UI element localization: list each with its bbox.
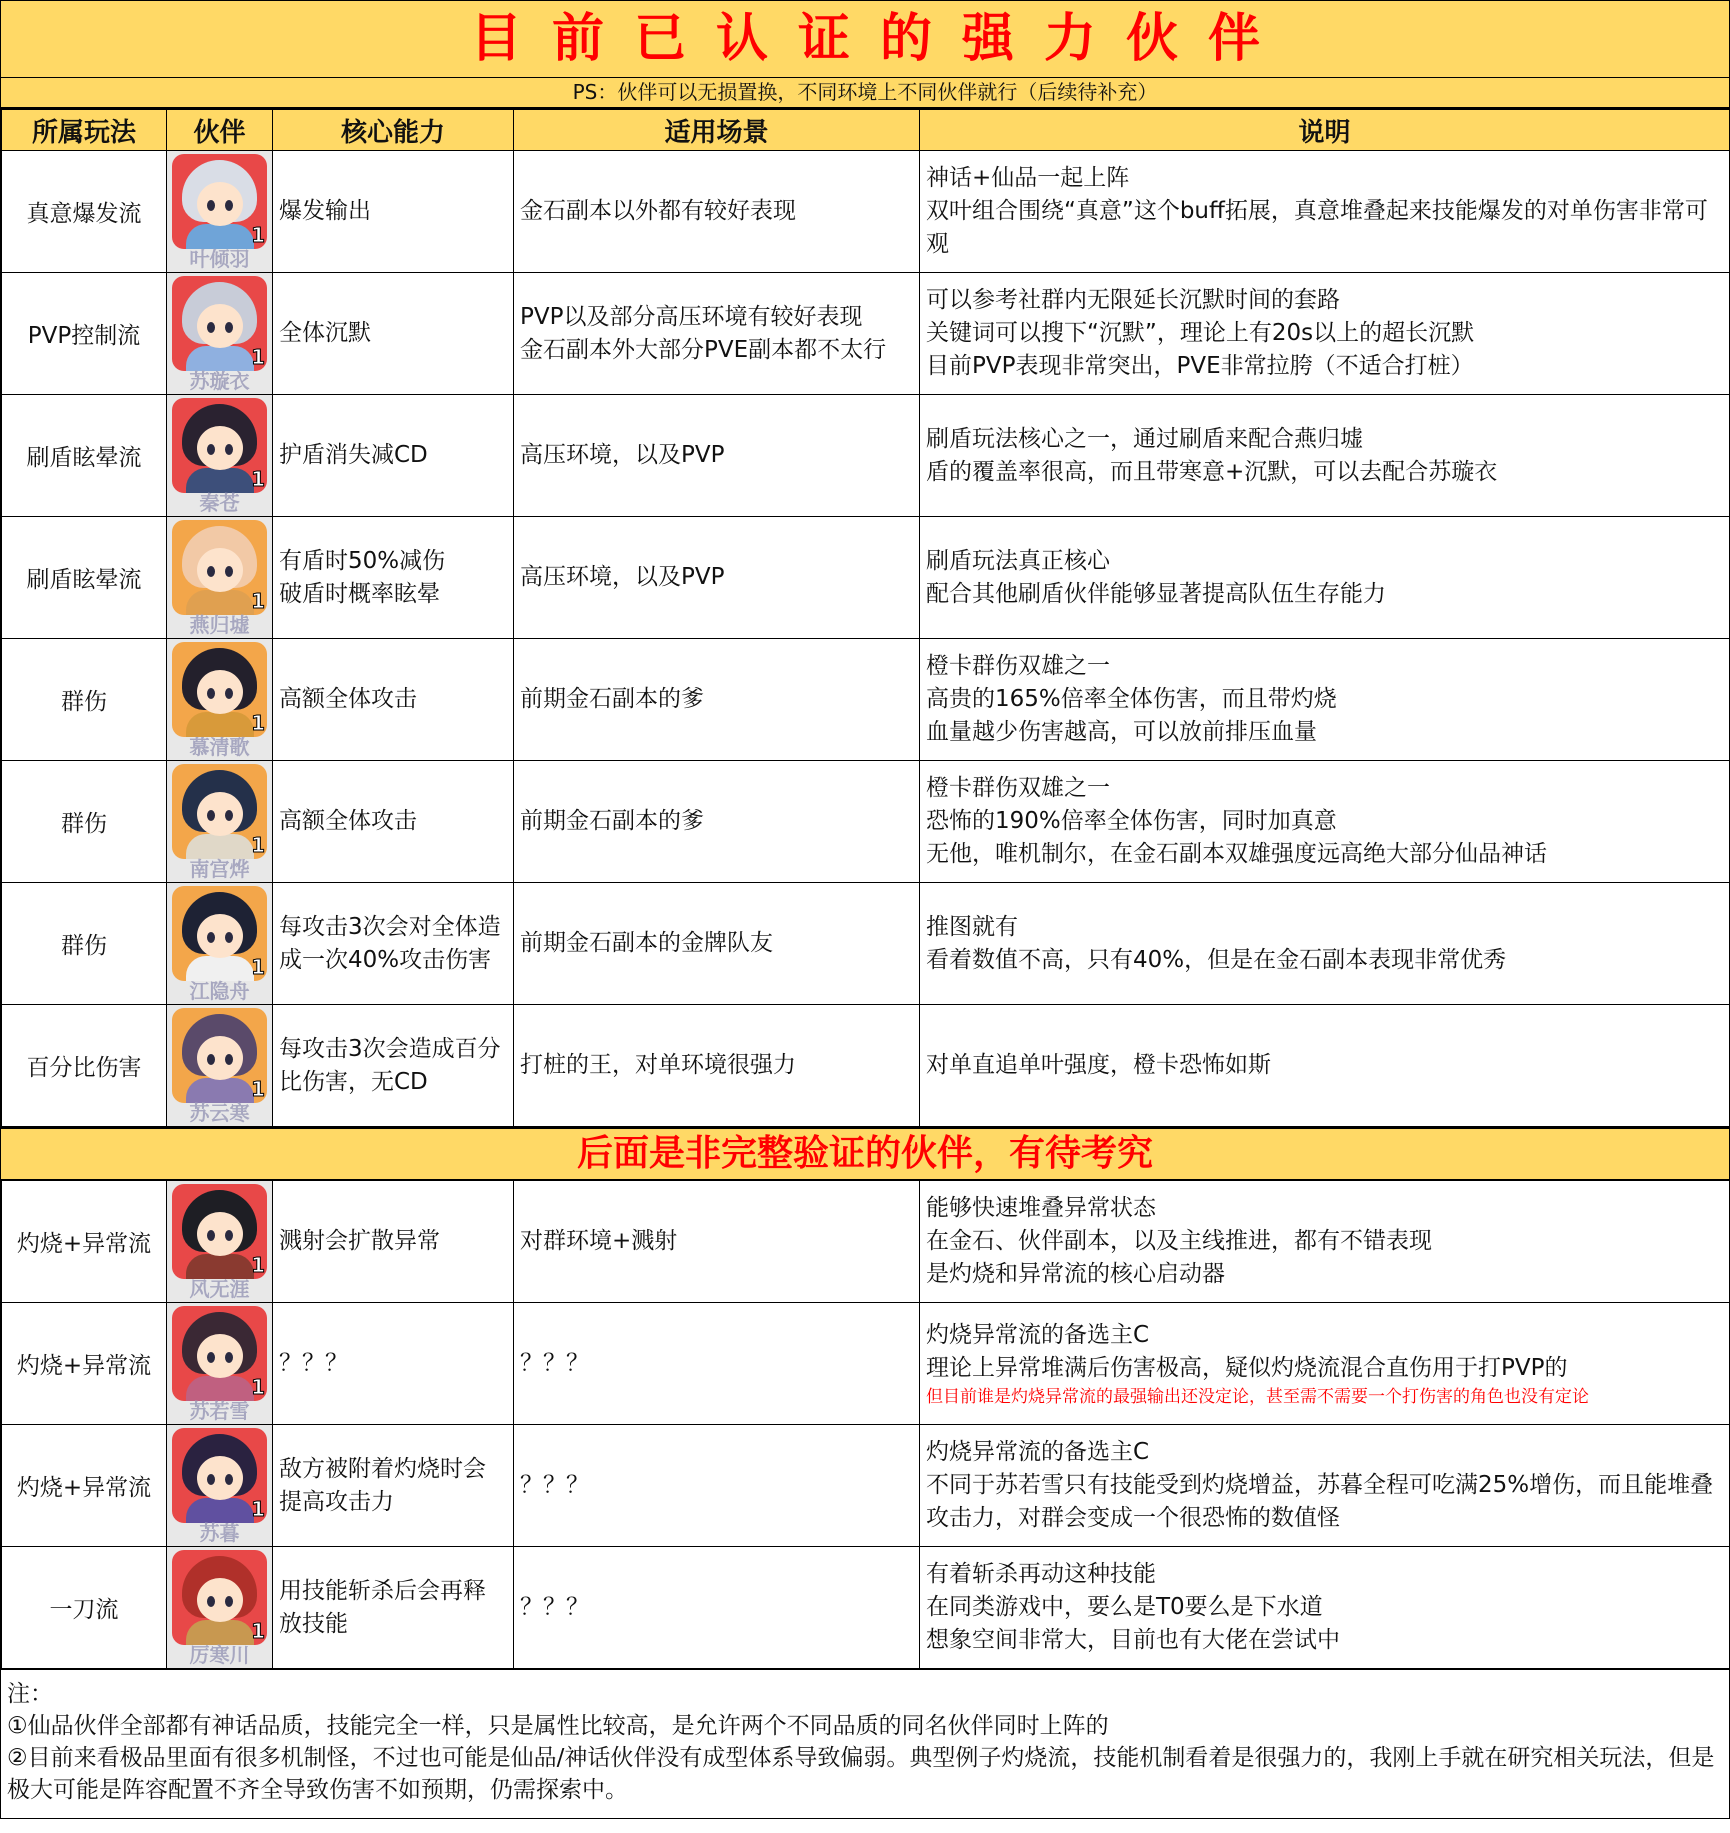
partner-avatar: [172, 1306, 267, 1401]
verified-partner-row: [2, 151, 1730, 273]
core-ability-cell: ？？？: [273, 1303, 514, 1425]
verified-partner-row: [2, 761, 1730, 883]
partner-avatar: [172, 1550, 267, 1645]
partner-cell: [167, 1547, 273, 1669]
description-cell: 橙卡群伤双雄之一 高贵的165%倍率全体伤害，而且带灼烧 血量越少伤害越高，可以放前排压血量: [920, 639, 1730, 761]
play-style-cell: 灼烧+异常流: [2, 1303, 167, 1425]
partner-level-badge: 1: [251, 1077, 265, 1101]
verified-partner-row: [2, 517, 1730, 639]
table-header-row: [2, 110, 1730, 151]
avatar-face: [197, 792, 243, 836]
header-desc: 说明: [920, 110, 1730, 151]
partner-avatar: [172, 520, 267, 615]
description-cell: 对单直追单叶强度，橙卡恐怖如斯: [920, 1005, 1730, 1127]
core-ability-cell: 高额全体攻击: [273, 761, 514, 883]
play-style-cell: 百分比伤害: [2, 1005, 167, 1127]
scene-cell: 打桩的王，对单环境很强力: [514, 1005, 920, 1127]
partner-avatar: [172, 886, 267, 981]
scene-cell: 前期金石副本的爹: [514, 761, 920, 883]
core-ability-cell: 溅射会扩散异常: [273, 1181, 514, 1303]
unverified-partner-row: [2, 1425, 1730, 1547]
avatar-face: [197, 670, 243, 714]
description-cell: 灼烧异常流的备选主C 理论上异常堆满后伤害极高，疑似灼烧流混合直伤用于打PVP的 但目前谁是灼烧异常流的最强输出还没定论，甚至需不需要一个打伤害的角色也没有定论: [920, 1303, 1730, 1425]
partner-table-verified: [1, 109, 1730, 1127]
scene-cell: 前期金石副本的爹: [514, 639, 920, 761]
avatar-eye: [225, 200, 233, 211]
verified-partner-row: [2, 639, 1730, 761]
note-line-1: ①仙品伙伴全部都有神话品质，技能完全一样，只是属性比较高，是允许两个不同品质的同名伙伴同时上阵的: [7, 1713, 1109, 1739]
partner-cell: [167, 151, 273, 273]
partner-level-badge: 1: [251, 711, 265, 735]
play-style-cell: 刷盾眩晕流: [2, 395, 167, 517]
play-style-cell: 一刀流: [2, 1547, 167, 1669]
core-ability-cell: 敌方被附着灼烧时会提高攻击力: [273, 1425, 514, 1547]
description-warning-note: 但目前谁是灼烧异常流的最强输出还没定论，甚至需不需要一个打伤害的角色也没有定论: [926, 1386, 1589, 1407]
core-ability-cell: 爆发输出: [273, 151, 514, 273]
partner-cell: [167, 1181, 273, 1303]
avatar-face: [197, 1456, 243, 1500]
partner-name: 叶倾羽: [189, 247, 250, 271]
avatar-eye: [225, 810, 233, 821]
avatar-face: [197, 426, 243, 470]
description-cell: 橙卡群伤双雄之一 恐怖的190%倍率全体伤害，同时加真意 无他，唯机制尔，在金石副本双雄强度远高绝大部分仙品神话: [920, 761, 1730, 883]
partner-avatar: [172, 154, 267, 249]
ps-note: PS：伙伴可以无损置换，不同环境上不同伙伴就行（后续待补充）: [1, 78, 1729, 109]
partner-cell: [167, 395, 273, 517]
partner-level-badge: 1: [251, 1253, 265, 1277]
avatar-eye: [207, 810, 215, 821]
avatar-eye: [225, 444, 233, 455]
avatar-eye: [225, 932, 233, 943]
play-style-cell: 灼烧+异常流: [2, 1181, 167, 1303]
header-scene: 适用场景: [514, 110, 920, 151]
partner-avatar: [172, 764, 267, 859]
avatar-eye: [207, 1054, 215, 1065]
partner-avatar: [172, 1184, 267, 1279]
avatar-eye: [207, 444, 215, 455]
avatar-eye: [225, 1230, 233, 1241]
play-style-cell: 群伤: [2, 883, 167, 1005]
section-unverified-title: 后面是非完整验证的伙伴，有待考究: [1, 1127, 1729, 1180]
scene-cell: 高压环境，以及PVP: [514, 517, 920, 639]
partner-cell: [167, 1005, 273, 1127]
core-ability-cell: 有盾时50%减伤 破盾时概率眩晕: [273, 517, 514, 639]
partner-name: 苏云寒: [189, 1101, 250, 1125]
header-partner: 伙伴: [167, 110, 273, 151]
partner-name: 秦苍: [199, 491, 240, 515]
partner-level-badge: 1: [251, 833, 265, 857]
avatar-eye: [207, 932, 215, 943]
unverified-partner-row: [2, 1181, 1730, 1303]
partner-level-badge: 1: [251, 1497, 265, 1521]
avatar-face: [197, 914, 243, 958]
partner-avatar: [172, 642, 267, 737]
partner-table-unverified: [1, 1180, 1730, 1669]
partner-name: 燕归墟: [189, 613, 250, 637]
description-cell: 刷盾玩法真正核心 配合其他刷盾伙伴能够显著提高队伍生存能力: [920, 517, 1730, 639]
header-play: 所属玩法: [2, 110, 167, 151]
scene-cell: 金石副本以外都有较好表现: [514, 151, 920, 273]
scene-cell: 前期金石副本的金牌队友: [514, 883, 920, 1005]
scene-cell: ？？？: [514, 1425, 920, 1547]
partner-avatar: [172, 276, 267, 371]
avatar-face: [197, 1334, 243, 1378]
scene-cell: PVP以及部分高压环境有较好表现 金石副本外大部分PVE副本都不太行: [514, 273, 920, 395]
play-style-cell: PVP控制流: [2, 273, 167, 395]
partner-cell: [167, 1425, 273, 1547]
partner-avatar: [172, 1428, 267, 1523]
play-style-cell: 群伤: [2, 761, 167, 883]
verified-partner-row: [2, 273, 1730, 395]
core-ability-cell: 每攻击3次会造成百分比伤害，无CD: [273, 1005, 514, 1127]
partner-level-badge: 1: [251, 955, 265, 979]
partner-avatar: [172, 1008, 267, 1103]
partner-name: 风无涯: [189, 1277, 250, 1301]
description-cell: 刷盾玩法核心之一，通过刷盾来配合燕归墟 盾的覆盖率很高，而且带寒意+沉默，可以去配合苏璇衣: [920, 395, 1730, 517]
avatar-eye: [225, 1474, 233, 1485]
verified-partner-row: [2, 1005, 1730, 1127]
avatar-eye: [207, 1474, 215, 1485]
notes-heading: 注：: [7, 1681, 53, 1707]
avatar-face: [197, 182, 243, 226]
avatar-face: [197, 304, 243, 348]
play-style-cell: 刷盾眩晕流: [2, 517, 167, 639]
description-cell: 有着斩杀再动这种技能 在同类游戏中，要么是T0要么是下水道 想象空间非常大，目前也有大佬在尝试中: [920, 1547, 1730, 1669]
partner-name: 江隐舟: [189, 979, 250, 1003]
avatar-eye: [207, 1352, 215, 1363]
partner-cell: [167, 883, 273, 1005]
avatar-eye: [225, 322, 233, 333]
verified-partner-row: [2, 883, 1730, 1005]
avatar-eye: [207, 1230, 215, 1241]
core-ability-cell: 高额全体攻击: [273, 639, 514, 761]
avatar-eye: [207, 1596, 215, 1607]
partner-avatar: [172, 398, 267, 493]
partner-name: 苏若雪: [189, 1399, 250, 1423]
description-cell: 能够快速堆叠异常状态 在金石、伙伴副本，以及主线推进，都有不错表现 是灼烧和异常流的核心启动器: [920, 1181, 1730, 1303]
core-ability-cell: 护盾消失减CD: [273, 395, 514, 517]
core-ability-cell: 用技能斩杀后会再释放技能: [273, 1547, 514, 1669]
partner-level-badge: 1: [251, 223, 265, 247]
avatar-eye: [225, 1596, 233, 1607]
avatar-face: [197, 1212, 243, 1256]
scene-cell: 对群环境+溅射: [514, 1181, 920, 1303]
description-cell: 推图就有 看着数值不高，只有40%，但是在金石副本表现非常优秀: [920, 883, 1730, 1005]
partner-level-badge: 1: [251, 1619, 265, 1643]
description-cell: 灼烧异常流的备选主C 不同于苏若雪只有技能受到灼烧增益，苏暮全程可吃满25%增伤，而且能堆叠攻击力，对群会变成一个很恐怖的数值怪: [920, 1425, 1730, 1547]
core-ability-cell: 每攻击3次会对全体造成一次40%攻击伤害: [273, 883, 514, 1005]
partner-name: 厉寒川: [189, 1643, 250, 1667]
partner-name: 南宫烨: [189, 857, 250, 881]
partner-name: 苏璇衣: [189, 369, 250, 393]
description-cell: 神话+仙品一起上阵 双叶组合围绕“真意”这个buff拓展，真意堆叠起来技能爆发的对单伤害非常可观: [920, 151, 1730, 273]
header-ability: 核心能力: [273, 110, 514, 151]
avatar-eye: [207, 688, 215, 699]
scene-cell: ？？？: [514, 1303, 920, 1425]
avatar-face: [197, 548, 243, 592]
avatar-eye: [225, 1054, 233, 1065]
verified-partner-row: [2, 395, 1730, 517]
avatar-eye: [207, 566, 215, 577]
partner-level-badge: 1: [251, 589, 265, 613]
partner-level-badge: 1: [251, 467, 265, 491]
play-style-cell: 群伤: [2, 639, 167, 761]
partner-cell: [167, 517, 273, 639]
description-cell: 可以参考社群内无限延长沉默时间的套路 关键词可以搜下“沉默”，理论上有20s以上的超长沉默 目前PVP表现非常突出，PVE非常拉胯（不适合打桩）: [920, 273, 1730, 395]
unverified-partner-row: [2, 1547, 1730, 1669]
partner-cell: [167, 273, 273, 395]
play-style-cell: 灼烧+异常流: [2, 1425, 167, 1547]
page-title: 目前已认证的强力伙伴: [1, 1, 1729, 78]
partner-cell: [167, 1303, 273, 1425]
avatar-eye: [225, 566, 233, 577]
note-line-2: ②目前来看极品里面有很多机制怪，不过也可能是仙品/神话伙伴没有成型体系导致偏弱。典型例子灼烧流，技能机制看着是很强力的，我刚上手就在研究相关玩法，但是极大可能是阵容配置不齐全导致伤害不如预期，仍需探索中。: [7, 1745, 1715, 1803]
partner-level-badge: 1: [251, 345, 265, 369]
scene-cell: 高压环境，以及PVP: [514, 395, 920, 517]
avatar-eye: [207, 200, 215, 211]
unverified-partner-row: [2, 1303, 1730, 1425]
avatar-face: [197, 1036, 243, 1080]
avatar-face: [197, 1578, 243, 1622]
avatar-eye: [207, 322, 215, 333]
partner-name: 苏暮: [199, 1521, 240, 1545]
partner-level-badge: 1: [251, 1375, 265, 1399]
core-ability-cell: 全体沉默: [273, 273, 514, 395]
partner-cell: [167, 639, 273, 761]
partner-name: 慕清歌: [189, 735, 250, 759]
play-style-cell: 真意爆发流: [2, 151, 167, 273]
footnotes: [1, 1669, 1729, 1818]
partner-cell: [167, 761, 273, 883]
avatar-eye: [225, 688, 233, 699]
avatar-eye: [225, 1352, 233, 1363]
scene-cell: ？？？: [514, 1547, 920, 1669]
